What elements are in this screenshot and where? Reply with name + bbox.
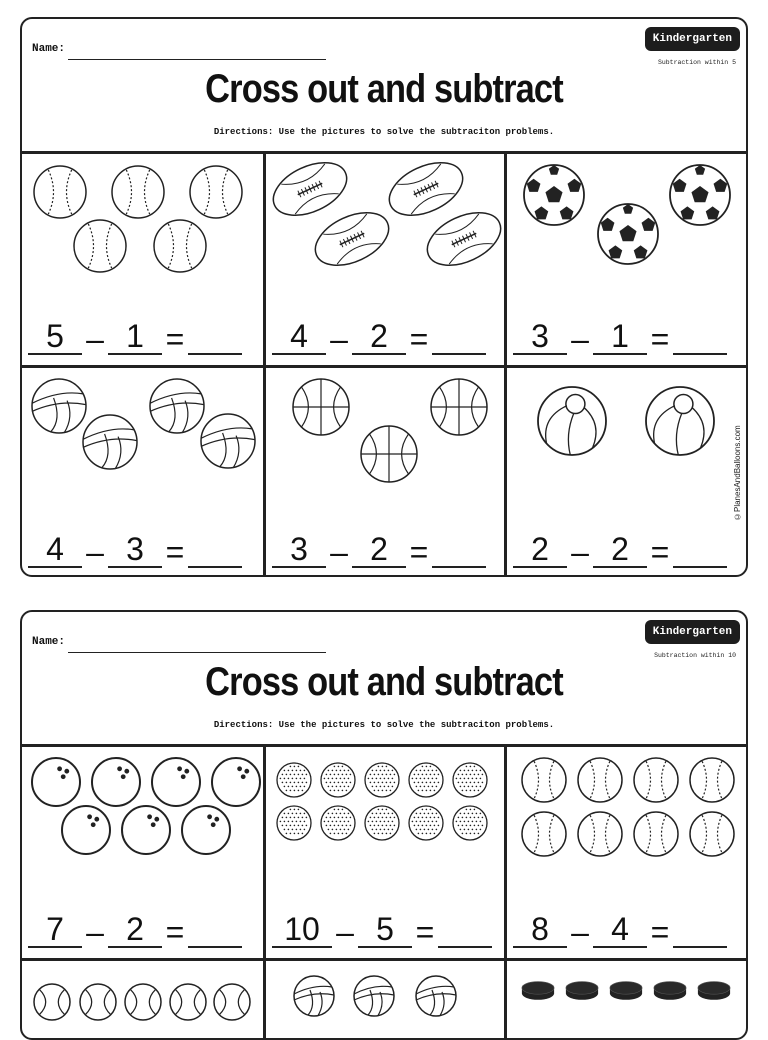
golf-ball-icon xyxy=(409,763,443,797)
minus-sign: – xyxy=(571,914,589,950)
baseball-icon xyxy=(154,220,206,272)
equals-sign: = xyxy=(165,321,185,357)
baseball-icon xyxy=(634,812,678,856)
worksheet-title: Cross out and subtract xyxy=(205,660,563,704)
bowling-ball-icon xyxy=(182,806,230,854)
baseball-icon xyxy=(522,758,566,802)
minuend: 4 xyxy=(28,532,82,568)
baseball-icon xyxy=(190,166,242,218)
minus-sign: – xyxy=(330,321,348,357)
baseball-icon xyxy=(522,812,566,856)
golf-ball-icon xyxy=(409,806,443,840)
minus-sign: – xyxy=(86,534,104,570)
golf-ball-icon xyxy=(277,806,311,840)
subtrahend: 1 xyxy=(108,319,162,355)
beach-ball-icon xyxy=(538,387,606,455)
minuend: 5 xyxy=(28,319,82,355)
football-icon xyxy=(307,202,397,276)
golf-ball-icon xyxy=(453,806,487,840)
grade-badge: Kindergarten xyxy=(645,620,740,644)
volleyball-icon xyxy=(354,976,394,1016)
tennis-ball-icon xyxy=(80,984,116,1020)
subtrahend: 4 xyxy=(593,912,647,948)
football-icon xyxy=(381,152,471,226)
minuend: 4 xyxy=(272,319,326,355)
subtrahend: 2 xyxy=(352,532,406,568)
equals-sign: = xyxy=(165,534,185,570)
copyright-text: ©PlanesAndBalloons.com xyxy=(733,425,742,521)
minuend: 7 xyxy=(28,912,82,948)
hockey-puck-icon xyxy=(566,982,598,1000)
minuend: 8 xyxy=(513,912,567,948)
directions-text: Directions: Use the pictures to solve the subtraciton problems. xyxy=(213,720,555,730)
subtrahend: 2 xyxy=(352,319,406,355)
bowling-ball-icon xyxy=(122,806,170,854)
minus-sign: – xyxy=(330,534,348,570)
worksheet-2 xyxy=(20,610,748,1040)
bowling-ball-icon xyxy=(32,758,80,806)
badge-subtitle: Subtraction within 5 xyxy=(657,59,736,66)
equals-sign: = xyxy=(650,914,670,950)
minus-sign: – xyxy=(336,914,354,950)
volleyball-icon xyxy=(32,379,86,433)
minus-sign: – xyxy=(86,321,104,357)
equals-sign: = xyxy=(409,321,429,357)
hockey-puck-icon xyxy=(698,982,730,1000)
equals-sign: = xyxy=(165,914,185,950)
picture-layer xyxy=(22,19,746,575)
baseball-icon xyxy=(74,220,126,272)
football-icon xyxy=(265,152,355,226)
baseball-icon xyxy=(578,812,622,856)
golf-ball-icon xyxy=(277,763,311,797)
baseball-icon xyxy=(690,812,734,856)
badge-subtitle: Subtraction within 10 xyxy=(654,652,736,659)
subtrahend: 1 xyxy=(593,319,647,355)
subtrahend: 2 xyxy=(593,532,647,568)
bowling-ball-icon xyxy=(212,758,260,806)
baseball-icon xyxy=(690,758,734,802)
grade-badge: Kindergarten xyxy=(645,27,740,51)
soccer-ball-icon xyxy=(524,165,584,225)
picture-layer xyxy=(22,612,746,1038)
baseball-icon xyxy=(578,758,622,802)
minus-sign: – xyxy=(571,321,589,357)
baseball-icon xyxy=(634,758,678,802)
football-icon xyxy=(419,202,509,276)
equals-sign: = xyxy=(650,534,670,570)
subtrahend: 5 xyxy=(358,912,412,948)
baseball-icon xyxy=(112,166,164,218)
basketball-icon xyxy=(361,426,417,482)
equals-sign: = xyxy=(409,534,429,570)
minus-sign: – xyxy=(571,534,589,570)
hockey-puck-icon xyxy=(522,982,554,1000)
bowling-ball-icon xyxy=(152,758,200,806)
equals-sign: = xyxy=(650,321,670,357)
directions-text: Directions: Use the pictures to solve the subtraciton problems. xyxy=(213,127,555,137)
basketball-icon xyxy=(431,379,487,435)
bowling-ball-icon xyxy=(92,758,140,806)
worksheet-title: Cross out and subtract xyxy=(205,67,563,111)
tennis-ball-icon xyxy=(125,984,161,1020)
golf-ball-icon xyxy=(321,763,355,797)
minuend: 2 xyxy=(513,532,567,568)
minuend: 3 xyxy=(513,319,567,355)
volleyball-icon xyxy=(83,415,137,469)
bowling-ball-icon xyxy=(62,806,110,854)
name-label: Name: xyxy=(32,636,66,648)
soccer-ball-icon xyxy=(598,204,658,264)
golf-ball-icon xyxy=(365,763,399,797)
golf-ball-icon xyxy=(365,806,399,840)
baseball-icon xyxy=(34,166,86,218)
golf-ball-icon xyxy=(453,763,487,797)
volleyball-icon xyxy=(201,414,255,468)
name-label: Name: xyxy=(32,43,66,55)
volleyball-icon xyxy=(294,976,334,1016)
minuend: 10 xyxy=(272,912,332,948)
tennis-ball-icon xyxy=(34,984,70,1020)
hockey-puck-icon xyxy=(610,982,642,1000)
golf-ball-icon xyxy=(321,806,355,840)
equals-sign: = xyxy=(415,914,435,950)
volleyball-icon xyxy=(416,976,456,1016)
tennis-ball-icon xyxy=(170,984,206,1020)
soccer-ball-icon xyxy=(670,165,730,225)
volleyball-icon xyxy=(150,379,204,433)
basketball-icon xyxy=(293,379,349,435)
subtrahend: 2 xyxy=(108,912,162,948)
hockey-puck-icon xyxy=(654,982,686,1000)
worksheet-1 xyxy=(20,17,748,577)
beach-ball-icon xyxy=(646,387,714,455)
minus-sign: – xyxy=(86,914,104,950)
subtrahend: 3 xyxy=(108,532,162,568)
tennis-ball-icon xyxy=(214,984,250,1020)
minuend: 3 xyxy=(272,532,326,568)
